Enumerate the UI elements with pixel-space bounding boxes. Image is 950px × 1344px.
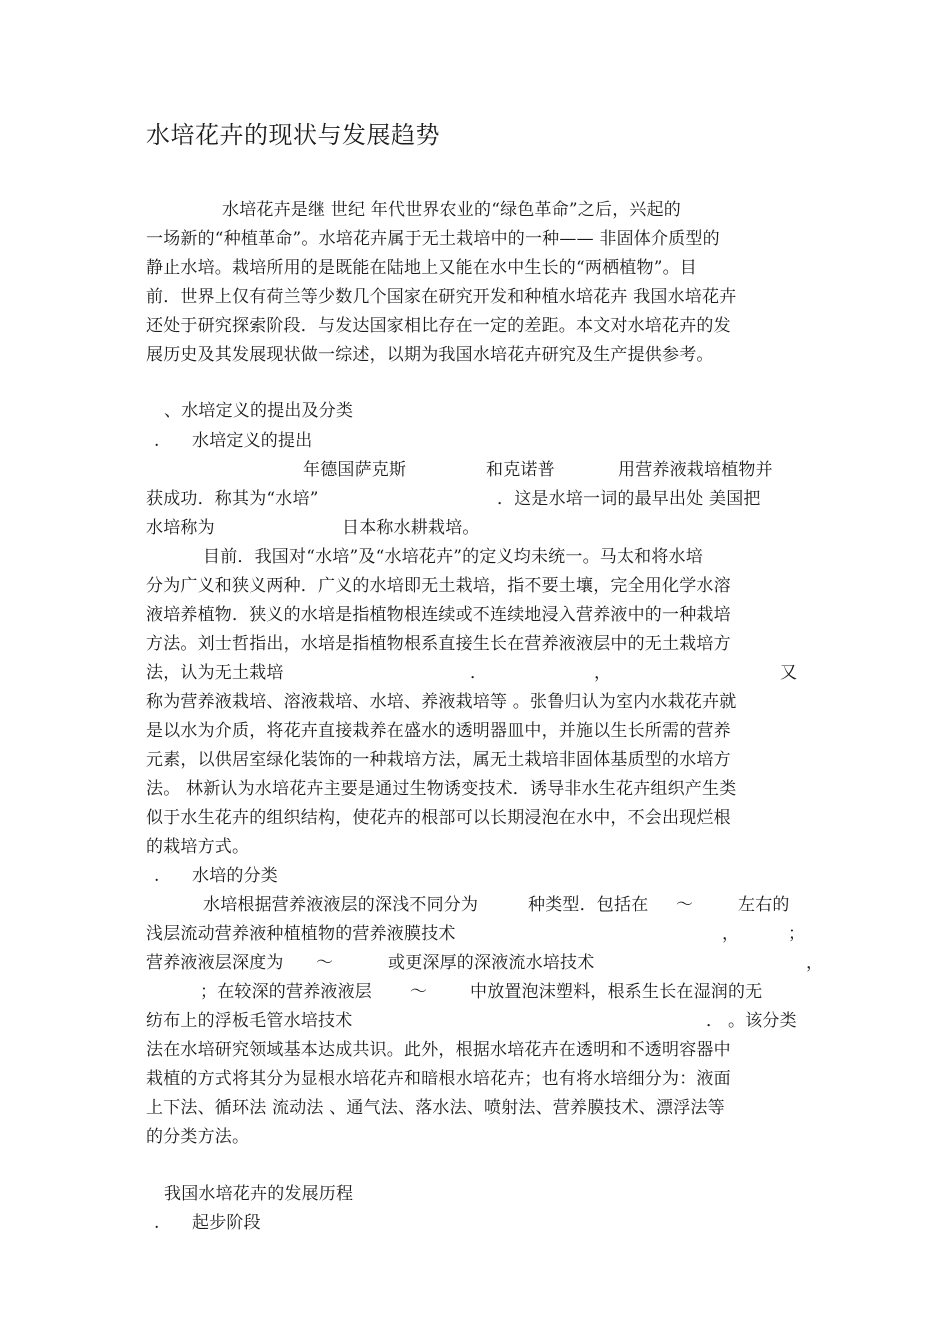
para2-line-6: 称为营养液栽培、溶液栽培、水培、养液栽培等 。张鲁归认为室内水栽花卉就 (146, 692, 737, 712)
para2-line-5b: ． (470, 663, 488, 683)
para2-line-5c: ， (594, 663, 612, 683)
cls-line-4c: 中放置泡沫塑料，根系生长在湿润的无 (470, 982, 763, 1002)
para2-line-10: 似于水生花卉的组织结构，使花卉的根部可以长期浸泡在水中，不会出现烂根 (146, 808, 731, 828)
subsection-heading: 起步阶段 (192, 1213, 261, 1233)
cls-line-9: 的分类方法。 (146, 1127, 250, 1147)
section-heading: 、水培定义的提出及分类 (164, 401, 354, 421)
subsection-number: . (154, 431, 160, 451)
intro-line-3: 静止水培。栽培所用的是既能在陆地上又能在水中生长的“两栖植物”。目 (146, 258, 697, 278)
def-line-1c: 用营养液栽培植物并 (618, 460, 773, 480)
para2-line-7: 是以水为介质，将花卉直接栽养在盛水的透明器皿中，并施以生长所需的营养 (146, 721, 731, 741)
cls-line-3d: ， (806, 953, 824, 973)
intro-line-4: 前．世界上仅有荷兰等少数几个国家在研究开发和种植水培花卉 我国水培花卉 (146, 287, 737, 307)
intro-line-1: 水培花卉是继 世纪 年代世界农业的“绿色革命”之后，兴起的 (222, 200, 681, 220)
def-line-1b: 和克诺普 (486, 460, 555, 480)
intro-line-6: 展历史及其发展现状做一综述，以期为我国水培花卉研究及生产提供参考。 (146, 345, 714, 365)
subsection-heading: 水培定义的提出 (192, 431, 313, 451)
para2-line-1: 目前．我国对“水培”及“水培花卉”的定义均未统一。马太和将水培 (203, 547, 703, 567)
cls-line-8: 上下法、循环法 流动法 、通气法、落水法、喷射法、营养膜技术、漂浮法等 (146, 1098, 725, 1118)
cls-line-5b: ． (706, 1011, 724, 1031)
para2-line-2: 分为广义和狭义两种．广义的水培即无土栽培，指不要土壤，完全用化学水溶 (146, 576, 731, 596)
subsection-number: . (154, 1213, 160, 1233)
subsection-number: . (154, 866, 160, 886)
para2-line-11: 的栽培方式。 (146, 837, 250, 857)
cls-line-2b: ， (722, 924, 740, 944)
para2-line-5a: 法，认为无土栽培 (146, 663, 284, 683)
para2-line-8: 元素，以供居室绿化装饰的一种栽培方法，属无土栽培非固体基质型的水培方 (146, 750, 731, 770)
cls-line-2c: ； (788, 924, 806, 944)
cls-line-3b: ～ (316, 953, 334, 973)
cls-line-4a: ；在较深的营养液液层 (200, 982, 372, 1002)
para2-line-9: 法。 林新认为水培花卉主要是通过生物诱变技术．诱导非水生花卉组织产生类 (146, 779, 737, 799)
def-line-3b: 日本称水耕栽培。 (342, 518, 480, 538)
section-heading: 我国水培花卉的发展历程 (164, 1184, 354, 1204)
para2-line-3: 液培养植物．狭义的水培是指植物根连续或不连续地浸入营养液中的一种栽培 (146, 605, 731, 625)
para2-line-4: 方法。刘士哲指出，水培是指植物根系直接生长在营养液液层中的无土栽培方 (146, 634, 731, 654)
cls-line-1c: ～ (676, 895, 694, 915)
cls-line-7: 栽植的方式将其分为显根水培花卉和暗根水培花卉；也有将水培细分为：液面 (146, 1069, 731, 1089)
def-line-3a: 水培称为 (146, 518, 215, 538)
def-line-2a: 获成功．称其为“水培” (146, 489, 319, 509)
cls-line-3a: 营养液液层深度为 (146, 953, 284, 973)
cls-line-1b: 种类型．包括在 (528, 895, 649, 915)
intro-line-2: 一场新的“种植革命”。水培花卉属于无土栽培中的一种—— 非固体介质型的 (146, 229, 720, 249)
cls-line-2a: 浅层流动营养液种植植物的营养液膜技术 (146, 924, 456, 944)
subsection-heading: 水培的分类 (192, 866, 278, 886)
intro-line-5: 还处于研究探索阶段．与发达国家相比存在一定的差距。本文对水培花卉的发 (146, 316, 731, 336)
def-line-2b: ．这是水培一词的最早出处 美国把 (497, 489, 761, 509)
cls-line-1a: 水培根据营养液液层的深浅不同分为 (203, 895, 479, 915)
def-line-1a: 年德国萨克斯 (303, 460, 407, 480)
cls-line-5a: 纺布上的浮板毛管水培技术 (146, 1011, 353, 1031)
cls-line-1d: 左右的 (738, 895, 790, 915)
para2-line-5d: 又 (780, 663, 798, 683)
document-title: 水培花卉的现状与发展趋势 (146, 121, 440, 149)
cls-line-3c: 或更深厚的深液流水培技术 (388, 953, 595, 973)
cls-line-6: 法在水培研究领域基本达成共识。此外，根据水培花卉在透明和不透明容器中 (146, 1040, 731, 1060)
cls-line-4b: ～ (410, 982, 428, 1002)
cls-line-5c: 。该分类 (728, 1011, 797, 1031)
